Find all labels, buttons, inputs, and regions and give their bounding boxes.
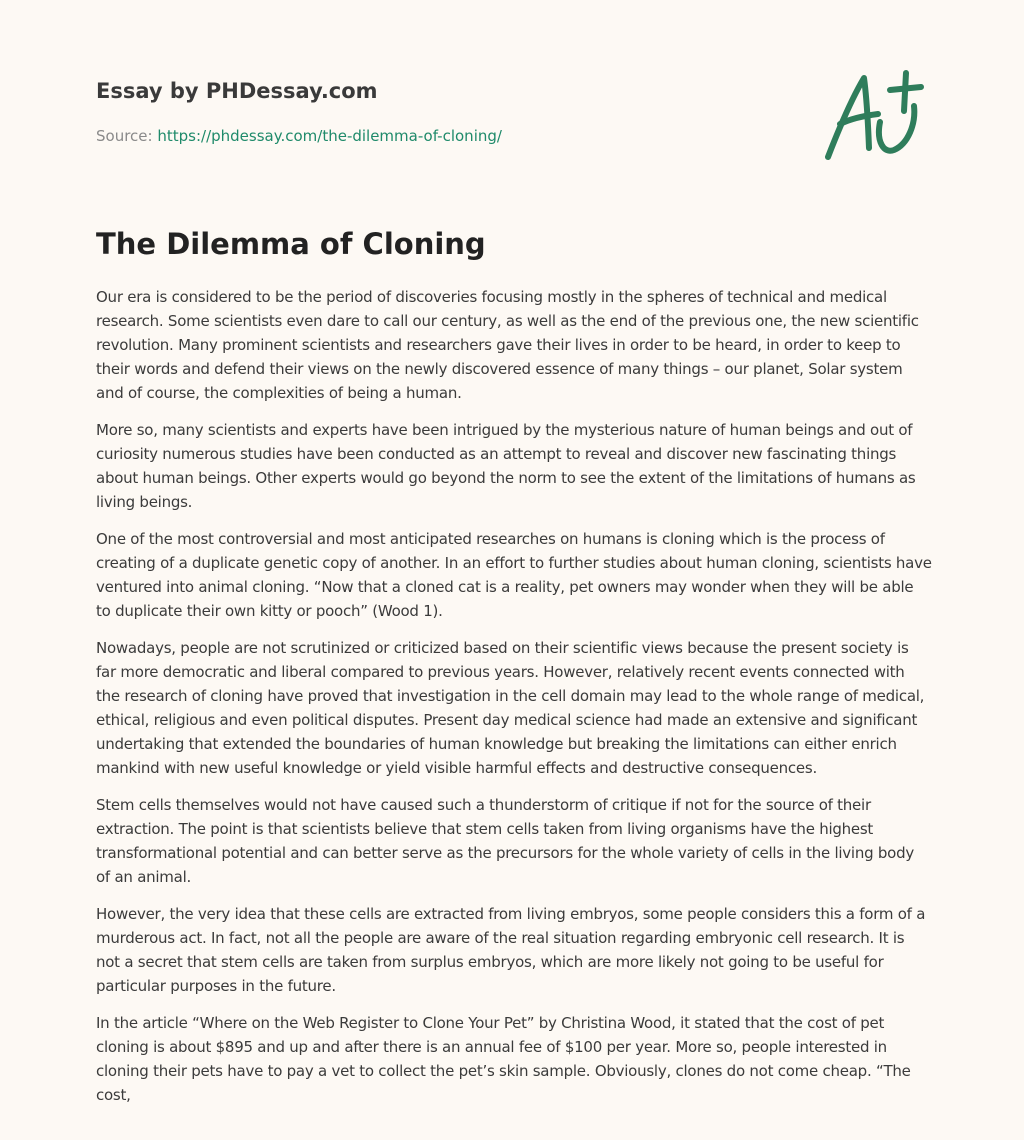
source-line <box>96 126 796 146</box>
article-body <box>96 285 932 1120</box>
article-paragraph: Stem cells themselves would not have caused such a thunderstorm of critique if not for the source of their extraction. The point is that scientists believe that stem cells taken from living organisms have the highest transformational potential and can better serve as the precursors for the whole variety of cells in the living body of an animal. <box>96 796 914 886</box>
article-paragraph: Our era is considered to be the period of discoveries focusing mostly in the spheres of technical and medical research. Some scientists even dare to call our century, as well as the end of the previous one, the new scientific revolution. Many prominent scientists and researchers gave their lives in order to be heard, in order to keep to their words and defend their views on the newly discovered essence of many things – our planet, Solar system and of course, the complexities of being a human. <box>96 288 919 402</box>
article-title: The Dilemma of Cloning <box>96 227 486 261</box>
source-link[interactable]: https://phdessay.com/the-dilemma-of-cloning/ <box>157 127 502 145</box>
article-paragraph: In the article “Where on the Web Register to Clone Your Pet” by Christina Wood, it stated that the cost of pet cloning is about $895 and up and after there is an annual fee of $100 per year. More so, people interested in cloning their pets have to pay a vet to collect the pet’s skin sample. Obviously, clones do not come cheap. “The cost, <box>96 1014 911 1104</box>
article-paragraph: However, the very idea that these cells are extracted from living embryos, some people considers this a form of a murderous act. In fact, not all the people are aware of the real situation regarding embryonic cell research. It is not a secret that stem cells are taken from surplus embryos, which are more likely not going to be useful for particular purposes in the future. <box>96 905 926 995</box>
article-paragraph: Nowadays, people are not scrutinized or criticized based on their scientific views because the present society is far more democratic and liberal compared to previous years. However, relatively recent events connected with the research of cloning have proved that investigation in the cell domain may lead to the whole range of medical, ethical, religious and even political disputes. Present day medical science had made an extensive and significant undertaking that extended the boundaries of human knowledge but breaking the limitations can either enrich mankind with new useful knowledge or yield visible harmful effects and destructive consequences. <box>96 639 925 777</box>
a-plus-grade-icon <box>818 64 930 168</box>
page-header <box>96 77 796 146</box>
source-label: Source: <box>96 127 153 145</box>
site-brand: Essay by PHDessay.com <box>96 79 378 103</box>
article-paragraph: More so, many scientists and experts have been intrigued by the mysterious nature of human beings and out of curiosity numerous studies have been conducted as an attempt to reveal and discover new fascinating things about human beings. Other experts would go beyond the norm to see the extent of the limitations of humans as living beings. <box>96 421 916 511</box>
article-paragraph: One of the most controversial and most anticipated researches on humans is cloning which is the process of creating of a duplicate genetic copy of another. In an effort to further studies about human cloning, scientists have ventured into animal cloning. “Now that a cloned cat is a reality, pet owners may wonder when they will be able to duplicate their own kitty or pooch” (Wood 1). <box>96 530 932 620</box>
